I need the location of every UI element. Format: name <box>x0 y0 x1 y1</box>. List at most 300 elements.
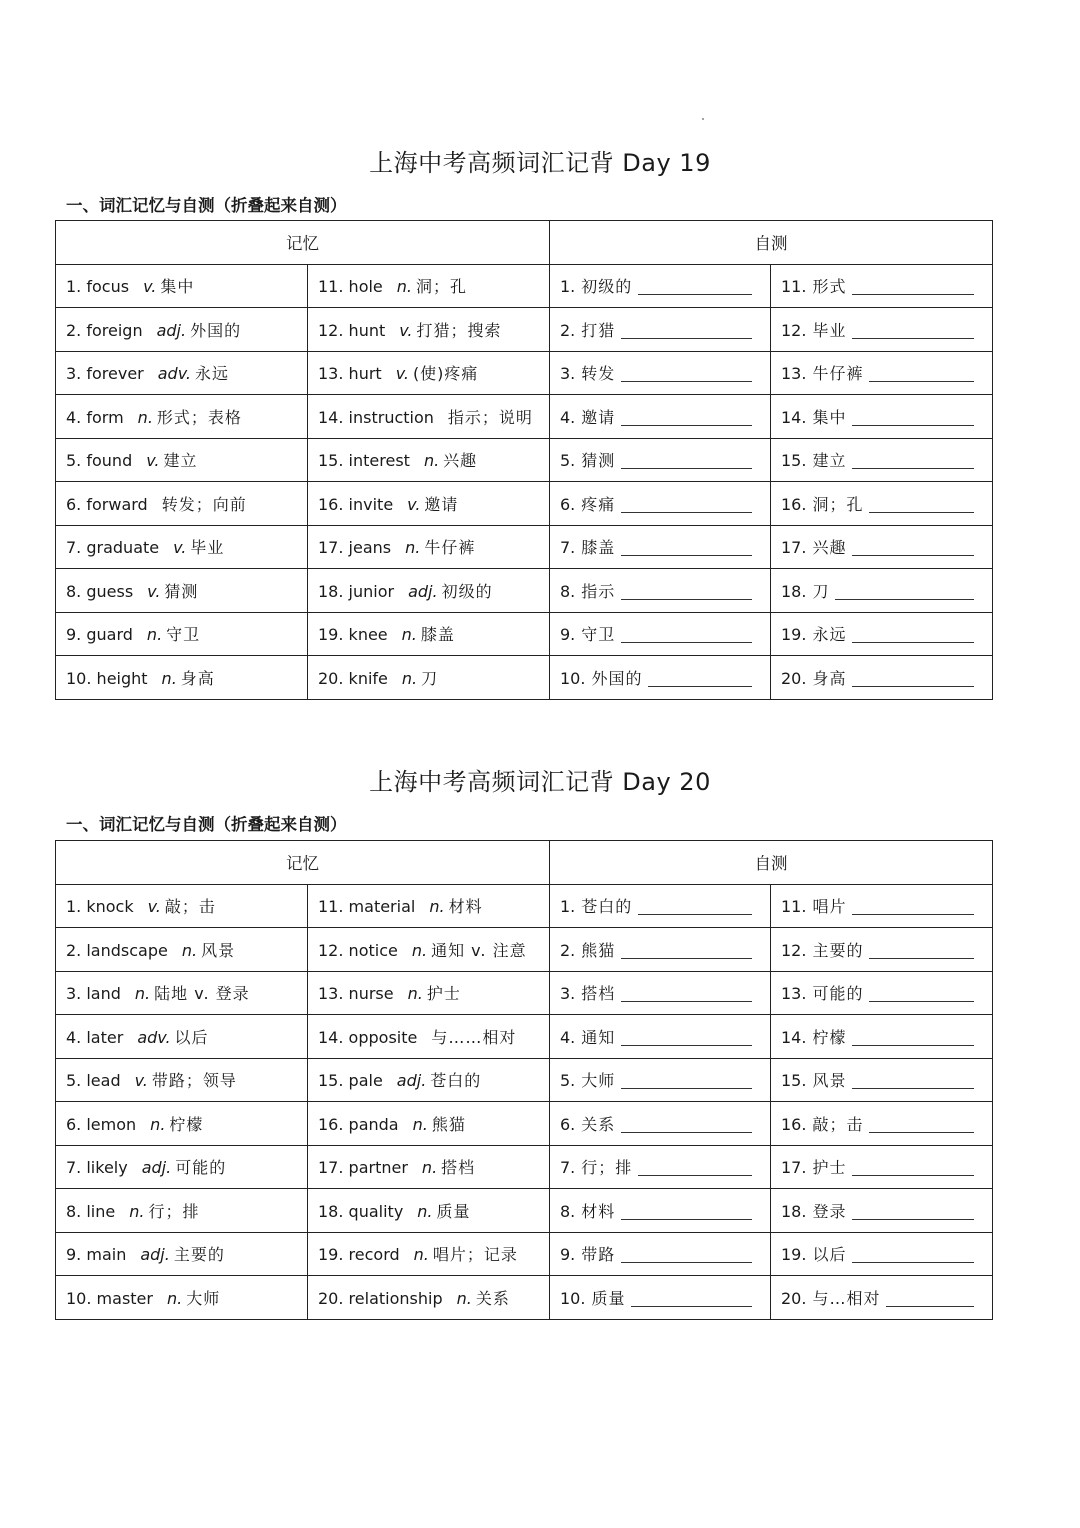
chinese-prompt: 猜测 <box>581 451 616 471</box>
memory-cell <box>56 438 308 482</box>
item-number: 4. <box>560 407 576 427</box>
part-of-speech: n. <box>181 940 198 960</box>
item-number: 6. <box>66 1114 82 1134</box>
english-word: forward <box>86 494 148 514</box>
english-word: found <box>86 451 133 471</box>
chinese-prompt: 膝盖 <box>581 538 616 558</box>
memory-cell <box>56 308 308 352</box>
memory-cell <box>308 928 550 972</box>
memory-cell <box>56 1189 308 1233</box>
english-word: line <box>86 1201 116 1221</box>
answer-blank[interactable] <box>852 554 974 556</box>
memory-cell <box>308 1015 550 1059</box>
chinese-prompt: 指示 <box>581 581 616 601</box>
chinese-meaning: 敲；击 <box>164 897 216 917</box>
item-number: 9. <box>66 625 82 645</box>
chinese-meaning: 大师 <box>186 1288 221 1308</box>
answer-blank[interactable] <box>852 293 974 295</box>
chinese-prompt: 大师 <box>581 1071 616 1091</box>
page-title: 上海中考高频词汇记背 Day 20 <box>369 768 711 796</box>
memory-cell <box>56 569 308 613</box>
chinese-prompt: 关系 <box>581 1114 616 1134</box>
part-of-speech: n. <box>411 940 428 960</box>
english-word: quality <box>348 1201 404 1221</box>
chinese-prompt: 洞；孔 <box>812 494 864 514</box>
chinese-prompt: 打猎 <box>581 320 616 340</box>
answer-blank[interactable] <box>621 957 752 959</box>
self-test-cell <box>771 1145 993 1189</box>
table-row <box>56 569 993 613</box>
item-number: 5. <box>66 451 82 471</box>
part-of-speech: n. <box>456 1288 472 1308</box>
chinese-prompt: 柠檬 <box>812 1027 847 1047</box>
memory-cell <box>56 1102 308 1146</box>
answer-blank[interactable] <box>621 554 752 556</box>
part-of-speech: n. <box>150 1114 166 1134</box>
chinese-prompt: 形式 <box>812 277 847 297</box>
answer-blank[interactable] <box>621 1218 752 1220</box>
answer-blank[interactable] <box>852 913 974 915</box>
self-test-cell <box>550 1189 771 1233</box>
chinese-meaning: (使)疼痛 <box>412 364 479 384</box>
item-number: 20. <box>781 668 807 688</box>
chinese-meaning: 苍白的 <box>430 1071 482 1091</box>
memory-cell <box>308 1058 550 1102</box>
answer-blank[interactable] <box>852 337 974 339</box>
table-row <box>56 351 993 395</box>
chinese-meaning: 牛仔裤 <box>424 538 476 558</box>
self-test-cell <box>550 482 771 526</box>
english-word: landscape <box>86 940 168 960</box>
memory-cell <box>308 656 550 700</box>
part-of-speech: n. <box>146 625 163 645</box>
answer-blank[interactable] <box>638 1174 752 1176</box>
table-row <box>56 1145 993 1189</box>
item-number: 11. <box>318 897 344 917</box>
section-subtitle: 一、词汇记忆与自测（折叠起来自测） <box>66 196 347 215</box>
item-number: 4. <box>66 407 82 427</box>
memory-cell <box>308 884 550 928</box>
part-of-speech: v. <box>399 320 413 340</box>
part-of-speech: n. <box>413 1245 429 1265</box>
chinese-prompt: 苍白的 <box>581 897 633 917</box>
english-word: instruction <box>348 407 434 427</box>
chinese-prompt: 以后 <box>812 1245 847 1265</box>
self-test-cell <box>550 1145 771 1189</box>
item-number: 3. <box>560 984 576 1004</box>
chinese-meaning: 毕业 <box>190 538 225 558</box>
english-word: hurt <box>348 364 382 384</box>
answer-blank[interactable] <box>852 424 974 426</box>
chinese-prompt: 外国的 <box>591 668 643 688</box>
chinese-prompt: 带路 <box>581 1245 616 1265</box>
header-self-test: 自测 <box>550 841 993 885</box>
english-word: height <box>96 668 148 688</box>
self-test-cell <box>550 351 771 395</box>
english-word: opposite <box>348 1027 418 1047</box>
item-number: 14. <box>318 407 344 427</box>
table-row <box>56 1276 993 1320</box>
item-number: 5. <box>560 451 576 471</box>
memory-cell <box>56 264 308 308</box>
chinese-meaning: 指示；说明 <box>447 407 533 427</box>
english-word: knock <box>86 897 134 917</box>
self-test-cell <box>550 569 771 613</box>
item-number: 19. <box>318 1245 344 1265</box>
chinese-meaning: 带路；领导 <box>151 1071 237 1091</box>
item-number: 11. <box>781 277 807 297</box>
self-test-cell <box>771 656 993 700</box>
table-row <box>56 1058 993 1102</box>
answer-blank[interactable] <box>869 380 974 382</box>
memory-cell <box>308 1232 550 1276</box>
chinese-meaning: 洞；孔 <box>416 277 468 297</box>
answer-blank[interactable] <box>886 1305 974 1307</box>
table-row <box>56 928 993 972</box>
part-of-speech: n. <box>405 538 421 558</box>
answer-blank[interactable] <box>869 957 974 959</box>
item-number: 9. <box>560 1245 576 1265</box>
item-number: 1. <box>560 277 576 297</box>
part-of-speech: n. <box>429 897 445 917</box>
memory-cell <box>308 525 550 569</box>
self-test-cell <box>771 928 993 972</box>
item-number: 10. <box>560 1288 586 1308</box>
item-number: 15. <box>781 1071 807 1091</box>
chinese-prompt: 守卫 <box>581 625 616 645</box>
item-number: 8. <box>66 581 82 601</box>
chinese-meaning: 外国的 <box>190 320 242 340</box>
memory-cell <box>56 1145 308 1189</box>
item-number: 16. <box>318 494 344 514</box>
chinese-meaning: 通知 v. 注意 <box>431 940 527 960</box>
chinese-prompt: 登录 <box>812 1201 847 1221</box>
chinese-meaning: 初级的 <box>441 581 493 601</box>
item-number: 2. <box>560 320 576 340</box>
answer-blank[interactable] <box>621 1000 752 1002</box>
english-word: jeans <box>348 538 392 558</box>
english-word: hunt <box>348 320 386 340</box>
part-of-speech: v. <box>147 581 161 601</box>
item-number: 17. <box>318 538 344 558</box>
english-word: pale <box>348 1071 383 1091</box>
part-of-speech: n. <box>166 1288 183 1308</box>
chinese-meaning: 膝盖 <box>420 625 455 645</box>
answer-blank[interactable] <box>621 641 752 643</box>
item-number: 17. <box>781 1158 807 1178</box>
chinese-prompt: 兴趣 <box>812 538 847 558</box>
english-word: focus <box>86 277 130 297</box>
part-of-speech: n. <box>421 1158 438 1178</box>
item-number: 12. <box>781 940 807 960</box>
item-number: 8. <box>66 1201 82 1221</box>
answer-blank[interactable] <box>852 1044 974 1046</box>
chinese-prompt: 疼痛 <box>581 494 616 514</box>
answer-blank[interactable] <box>852 641 974 643</box>
part-of-speech: v. <box>146 451 160 471</box>
chinese-prompt: 唱片 <box>812 897 847 917</box>
item-number: 14. <box>781 1027 807 1047</box>
memory-cell <box>308 351 550 395</box>
memory-cell <box>56 928 308 972</box>
chinese-prompt: 刀 <box>812 581 830 601</box>
english-word: material <box>348 897 416 917</box>
table-header-row <box>56 841 993 885</box>
item-number: 1. <box>66 897 82 917</box>
vocab-table <box>55 220 993 700</box>
chinese-meaning: 集中 <box>160 277 195 297</box>
english-word: interest <box>348 451 410 471</box>
answer-blank[interactable] <box>852 685 974 687</box>
memory-cell <box>308 971 550 1015</box>
english-word: lemon <box>86 1114 137 1134</box>
chinese-meaning: 猜测 <box>164 581 199 601</box>
item-number: 18. <box>781 1201 807 1221</box>
chinese-meaning: 刀 <box>421 668 439 688</box>
answer-blank[interactable] <box>869 1131 974 1133</box>
self-test-cell <box>550 1232 771 1276</box>
chinese-prompt: 建立 <box>812 451 847 471</box>
chinese-prompt: 敲；击 <box>812 1114 864 1134</box>
answer-blank[interactable] <box>621 424 752 426</box>
memory-cell <box>56 656 308 700</box>
table-row <box>56 525 993 569</box>
chinese-meaning: 可能的 <box>175 1158 227 1178</box>
chinese-prompt: 初级的 <box>581 277 633 297</box>
answer-blank[interactable] <box>621 1261 752 1263</box>
memory-cell <box>308 1102 550 1146</box>
chinese-meaning: 柠檬 <box>169 1114 204 1134</box>
self-test-cell <box>771 971 993 1015</box>
english-word: record <box>348 1245 400 1265</box>
part-of-speech: n. <box>401 668 418 688</box>
memory-cell <box>308 1145 550 1189</box>
part-of-speech: adj. <box>140 1245 170 1265</box>
chinese-meaning: 身高 <box>180 668 215 688</box>
english-word: lead <box>86 1071 121 1091</box>
part-of-speech: n. <box>137 407 153 427</box>
memory-cell <box>56 884 308 928</box>
item-number: 12. <box>781 320 807 340</box>
item-number: 7. <box>66 1158 82 1178</box>
chinese-prompt: 与…相对 <box>812 1288 881 1308</box>
part-of-speech: n. <box>129 1201 145 1221</box>
part-of-speech: adj. <box>141 1158 172 1178</box>
item-number: 5. <box>66 1071 82 1091</box>
item-number: 1. <box>560 897 576 917</box>
item-number: 6. <box>560 494 576 514</box>
item-number: 17. <box>318 1158 344 1178</box>
self-test-cell <box>550 438 771 482</box>
chinese-meaning: 护士 <box>426 984 461 1004</box>
chinese-prompt: 通知 <box>581 1027 616 1047</box>
part-of-speech: v. <box>173 538 187 558</box>
part-of-speech: v. <box>147 897 161 917</box>
part-of-speech: n. <box>161 668 177 688</box>
answer-blank[interactable] <box>621 467 752 469</box>
memory-cell <box>308 1189 550 1233</box>
part-of-speech: n. <box>423 451 440 471</box>
item-number: 12. <box>318 320 344 340</box>
answer-blank[interactable] <box>648 685 752 687</box>
self-test-cell <box>771 1015 993 1059</box>
item-number: 8. <box>560 1201 576 1221</box>
answer-blank[interactable] <box>869 1000 974 1002</box>
table-row <box>56 1015 993 1059</box>
part-of-speech: v. <box>143 277 157 297</box>
answer-blank[interactable] <box>621 380 752 382</box>
memory-cell <box>308 612 550 656</box>
item-number: 14. <box>781 407 807 427</box>
self-test-cell <box>550 1102 771 1146</box>
chinese-prompt: 风景 <box>812 1071 847 1091</box>
self-test-cell <box>771 1189 993 1233</box>
section-subtitle: 一、词汇记忆与自测（折叠起来自测） <box>66 815 347 834</box>
answer-blank[interactable] <box>852 1174 974 1176</box>
answer-blank[interactable] <box>852 1218 974 1220</box>
answer-blank[interactable] <box>631 1305 752 1307</box>
english-word: knife <box>348 668 388 688</box>
part-of-speech: n. <box>407 984 423 1004</box>
item-number: 14. <box>318 1027 344 1047</box>
item-number: 8. <box>560 581 576 601</box>
table-row <box>56 612 993 656</box>
english-word: relationship <box>348 1288 443 1308</box>
english-word: main <box>86 1245 127 1265</box>
answer-blank[interactable] <box>852 1087 974 1089</box>
part-of-speech: n. <box>417 1201 433 1221</box>
chinese-meaning: 永远 <box>194 364 229 384</box>
table-row <box>56 395 993 439</box>
item-number: 2. <box>66 320 82 340</box>
memory-cell <box>56 612 308 656</box>
english-word: nurse <box>348 984 394 1004</box>
chinese-meaning: 行；排 <box>148 1201 200 1221</box>
chinese-prompt: 身高 <box>812 668 847 688</box>
item-number: 3. <box>66 364 82 384</box>
english-word: invite <box>348 494 394 514</box>
memory-cell <box>308 264 550 308</box>
english-word: forever <box>86 364 144 384</box>
answer-blank[interactable] <box>852 467 974 469</box>
page-title: 上海中考高频词汇记背 Day 19 <box>369 149 711 177</box>
item-number: 9. <box>560 625 576 645</box>
self-test-cell <box>771 525 993 569</box>
part-of-speech: n. <box>396 277 412 297</box>
memory-cell <box>308 395 550 439</box>
answer-blank[interactable] <box>621 337 752 339</box>
table-row <box>56 438 993 482</box>
item-number: 13. <box>781 364 807 384</box>
english-word: guard <box>86 625 133 645</box>
part-of-speech: adj. <box>396 1071 427 1091</box>
header-memory: 记忆 <box>56 841 550 885</box>
table-row <box>56 1102 993 1146</box>
item-number: 13. <box>318 364 344 384</box>
answer-blank[interactable] <box>638 913 752 915</box>
chinese-prompt: 邀请 <box>581 407 616 427</box>
item-number: 20. <box>318 668 344 688</box>
item-number: 16. <box>318 1114 344 1134</box>
self-test-cell <box>771 482 993 526</box>
memory-cell <box>56 1232 308 1276</box>
part-of-speech: v. <box>395 364 409 384</box>
answer-blank[interactable] <box>852 1261 974 1263</box>
stray-dot <box>702 118 704 120</box>
self-test-cell <box>771 1102 993 1146</box>
english-word: partner <box>348 1158 408 1178</box>
answer-blank[interactable] <box>621 1087 752 1089</box>
answer-blank[interactable] <box>869 511 974 513</box>
item-number: 1. <box>66 277 82 297</box>
english-word: land <box>86 984 121 1004</box>
chinese-meaning: 转发；向前 <box>161 494 247 514</box>
item-number: 19. <box>781 1245 807 1265</box>
self-test-cell <box>550 928 771 972</box>
self-test-cell <box>771 308 993 352</box>
answer-blank[interactable] <box>835 598 974 600</box>
english-word: guess <box>86 581 134 601</box>
item-number: 15. <box>318 451 344 471</box>
part-of-speech: adj. <box>408 581 438 601</box>
self-test-cell <box>771 351 993 395</box>
answer-blank[interactable] <box>621 511 752 513</box>
memory-cell <box>56 1015 308 1059</box>
chinese-prompt: 搭档 <box>581 984 616 1004</box>
english-word: likely <box>86 1158 128 1178</box>
item-number: 19. <box>318 625 344 645</box>
answer-blank[interactable] <box>638 293 752 295</box>
item-number: 15. <box>781 451 807 471</box>
answer-blank[interactable] <box>621 1044 752 1046</box>
english-word: form <box>86 407 124 427</box>
table-row <box>56 656 993 700</box>
answer-blank[interactable] <box>621 598 752 600</box>
self-test-cell <box>550 264 771 308</box>
chinese-meaning: 质量 <box>436 1201 471 1221</box>
memory-cell <box>308 308 550 352</box>
item-number: 4. <box>66 1027 82 1047</box>
chinese-prompt: 可能的 <box>812 984 864 1004</box>
chinese-prompt: 材料 <box>581 1201 616 1221</box>
chinese-meaning: 建立 <box>163 451 198 471</box>
item-number: 7. <box>560 538 576 558</box>
chinese-prompt: 毕业 <box>812 320 847 340</box>
item-number: 20. <box>781 1288 807 1308</box>
self-test-cell <box>771 569 993 613</box>
table-row <box>56 264 993 308</box>
chinese-prompt: 护士 <box>812 1158 847 1178</box>
chinese-prompt: 永远 <box>812 625 847 645</box>
item-number: 5. <box>560 1071 576 1091</box>
chinese-prompt: 主要的 <box>812 940 864 960</box>
item-number: 15. <box>318 1071 344 1091</box>
table-row <box>56 884 993 928</box>
answer-blank[interactable] <box>621 1131 752 1133</box>
item-number: 18. <box>781 581 807 601</box>
item-number: 3. <box>560 364 576 384</box>
self-test-cell <box>550 884 771 928</box>
part-of-speech: n. <box>134 984 151 1004</box>
self-test-cell <box>771 1058 993 1102</box>
chinese-meaning: 邀请 <box>424 494 459 514</box>
item-number: 13. <box>781 984 807 1004</box>
chinese-prompt: 牛仔裤 <box>812 364 864 384</box>
item-number: 6. <box>66 494 82 514</box>
english-word: foreign <box>86 320 143 340</box>
table-header-row <box>56 221 993 265</box>
item-number: 13. <box>318 984 344 1004</box>
